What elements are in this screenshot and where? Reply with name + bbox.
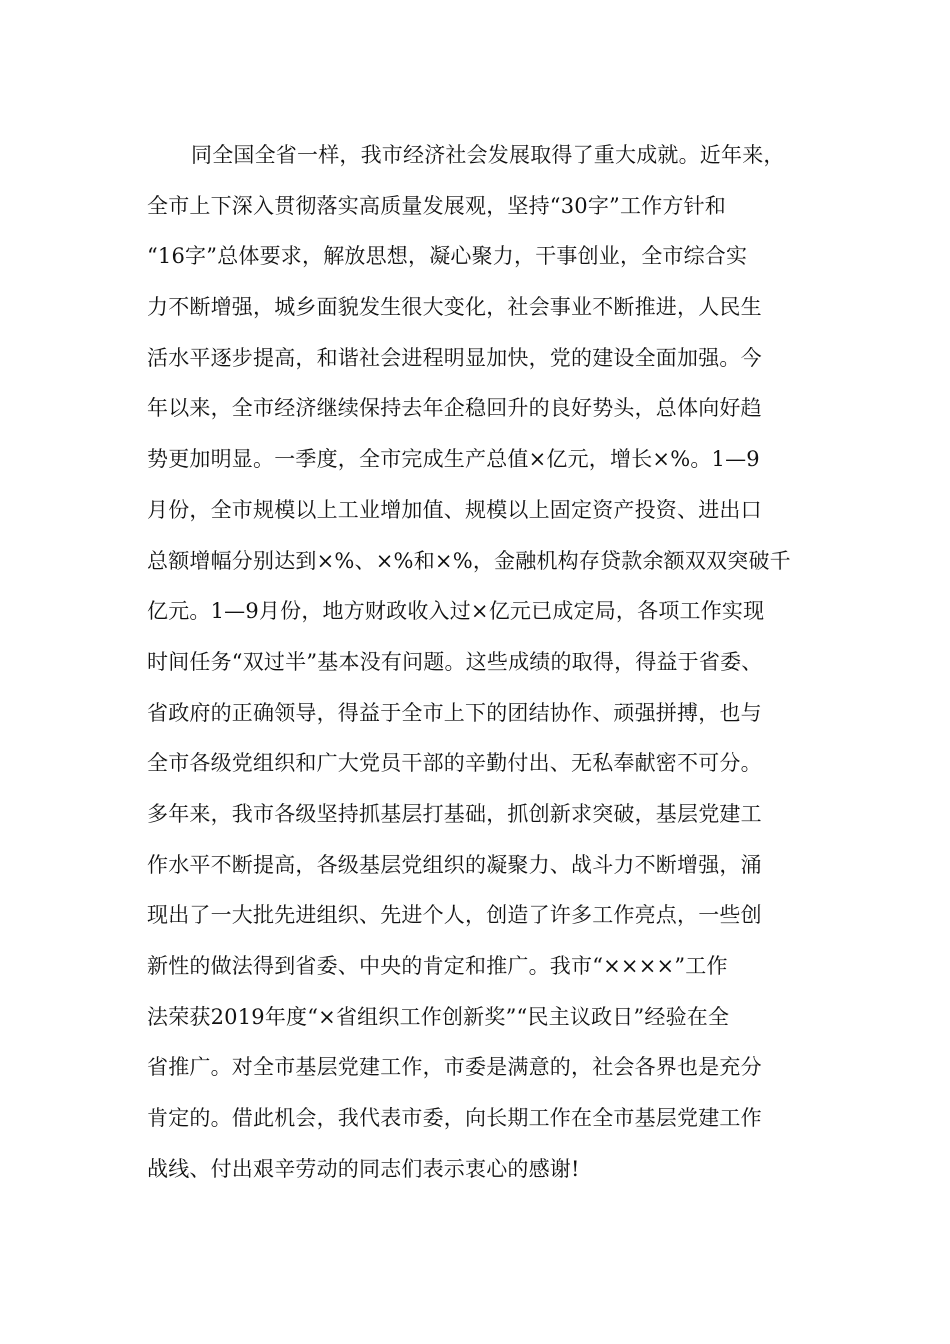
paragraph-line: 肯定的。借此机会，我代表市委，向长期工作在全市基层党建工作 [147, 1106, 762, 1131]
paragraph-line: 全市各级党组织和广大党员干部的辛勤付出、无私奉献密不可分。 [147, 751, 762, 776]
paragraph-line: 势更加明显。一季度，全市完成生产总值×亿元，增长×%。1—9 [147, 447, 760, 472]
paragraph-line: 多年来，我市各级坚持抓基层打基础，抓创新求突破，基层党建工 [147, 801, 762, 826]
paragraph-line: 总额增幅分别达到×%、×%和×%，金融机构存贷款余额双双突破千 [147, 548, 791, 573]
paragraph-line: 全市上下深入贯彻落实高质量发展观，坚持“30字”工作方针和 [147, 193, 726, 218]
paragraph-line: 省政府的正确领导，得益于全市上下的团结协作、顽强拼搏，也与 [147, 700, 762, 725]
paragraph-line: 时间任务“双过半”基本没有问题。这些成绩的取得，得益于省委、 [147, 649, 763, 674]
paragraph-line: 同全国全省一样，我市经济社会发展取得了重大成就。近年来， [191, 143, 785, 167]
paragraph-line: 力不断增强，城乡面貌发生很大变化，社会事业不断推进，人民生 [147, 295, 762, 320]
paragraph-line: 作水平不断提高，各级基层党组织的凝聚力、战斗力不断增强，涌 [147, 852, 762, 877]
paragraph-line: 年以来，全市经济继续保持去年企稳回升的良好势头，总体向好趋 [147, 396, 762, 421]
paragraph-line: 活水平逐步提高，和谐社会进程明显加快，党的建设全面加强。今 [147, 345, 762, 370]
paragraph-line: 现出了一大批先进组织、先进个人，创造了许多工作亮点，一些创 [147, 903, 762, 928]
paragraph-line: 亿元。1—9月份，地方财政收入过×亿元已成定局，各项工作实现 [147, 599, 765, 624]
paragraph-line: 战线、付出艰辛劳动的同志们表示衷心的感谢! [147, 1156, 580, 1181]
paragraph-line: 省推广。对全市基层党建工作，市委是满意的，社会各界也是充分 [147, 1055, 762, 1080]
body-paragraph [147, 130, 807, 1194]
paragraph-line: 月份，全市规模以上工业增加值、规模以上固定资产投资、进出口 [147, 497, 762, 522]
paragraph-line: 法荣获2019年度“×省组织工作创新奖”“民主议政日”经验在全 [147, 1004, 730, 1029]
paragraph-line: “16字”总体要求，解放思想，凝心聚力，干事创业，全市综合实 [147, 244, 748, 269]
paragraph-line: 新性的做法得到省委、中央的肯定和推广。我市“××××”工作 [147, 954, 728, 978]
